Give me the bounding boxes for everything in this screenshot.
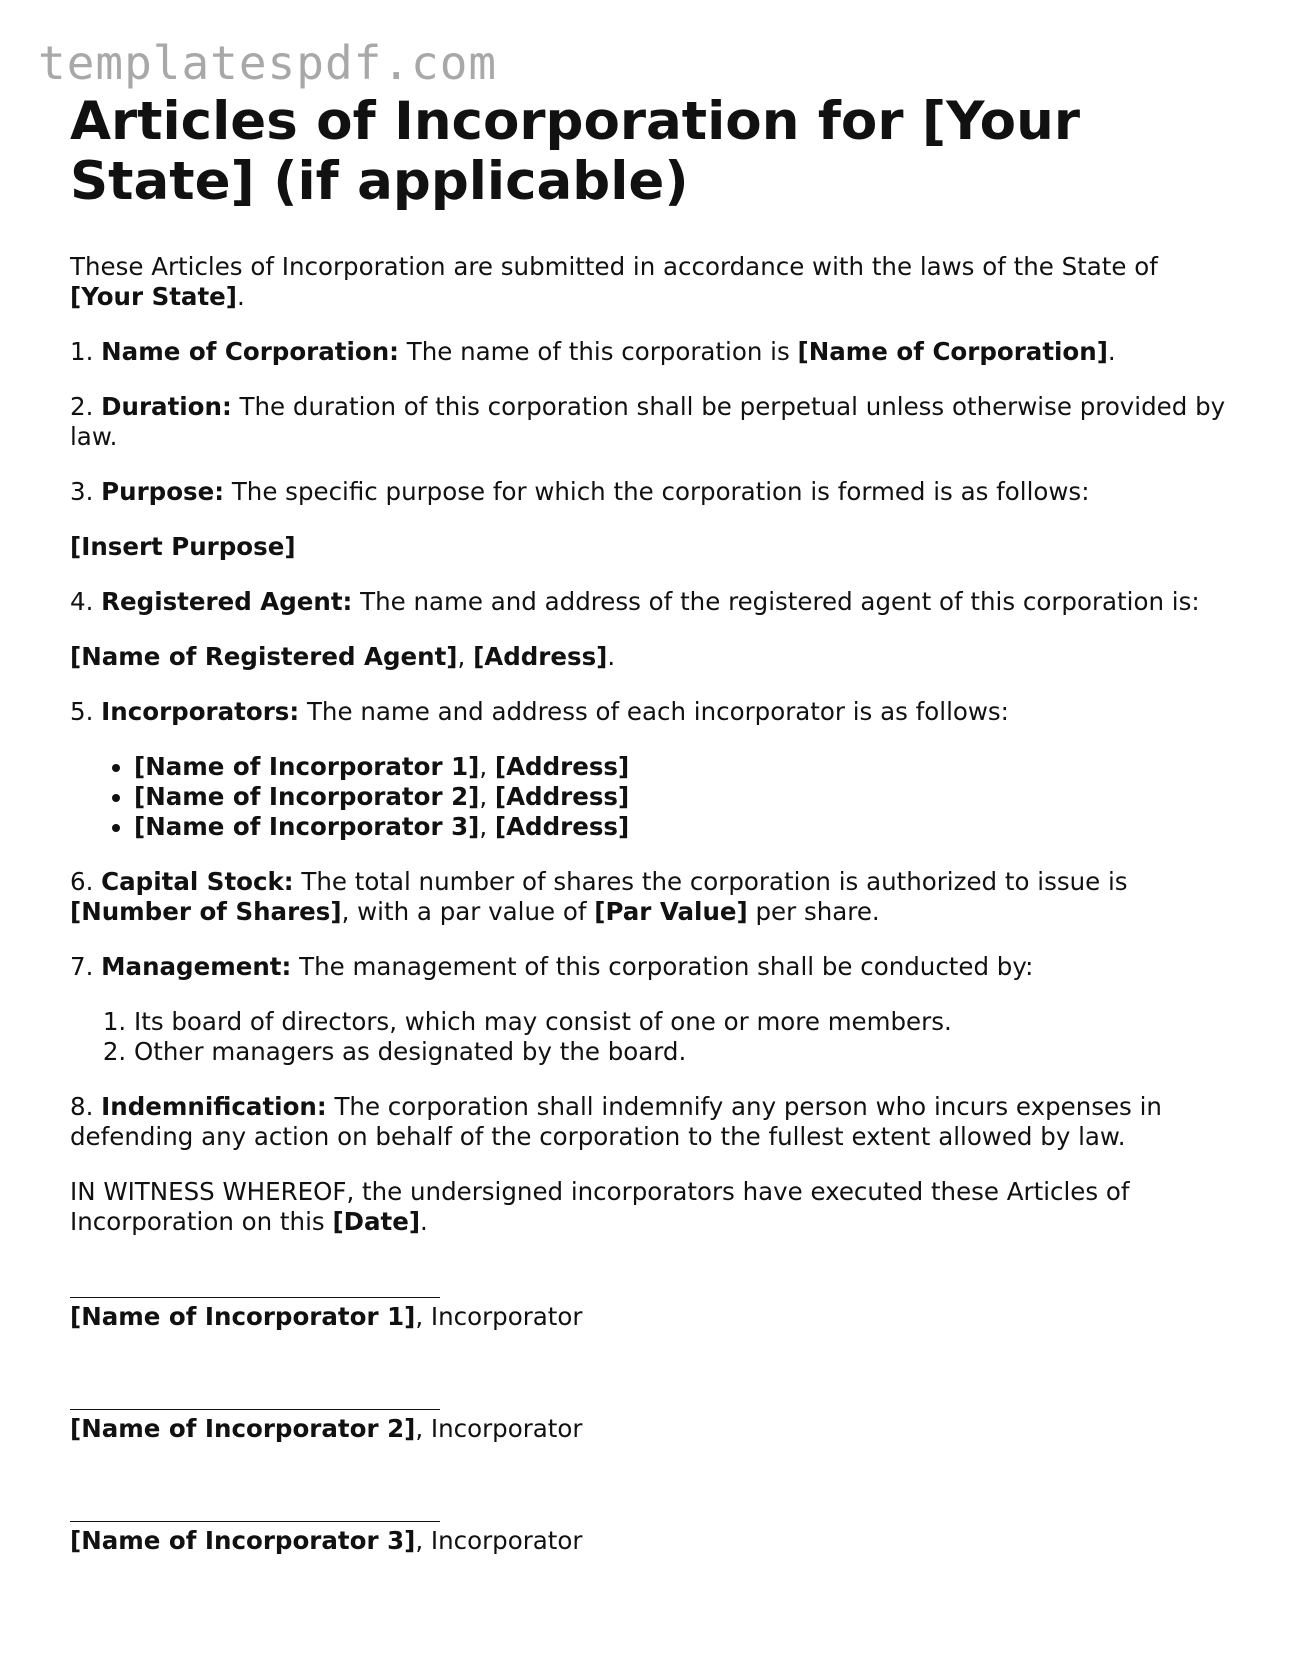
signatory-name: [Name of Incorporator 1]: [70, 1302, 416, 1331]
section-number: 8.: [70, 1092, 102, 1121]
section-text: The specific purpose for which the corporation is formed is as follows:: [224, 477, 1090, 506]
signature-entry: [70, 1275, 1230, 1332]
section-heading: Incorporators:: [101, 697, 300, 726]
incorporator-address: [Address]: [494, 752, 630, 781]
signatory-name: [Name of Incorporator 2]: [70, 1414, 416, 1443]
section-text: The total number of shares the corporation is authorized to issue is: [293, 867, 1128, 896]
signature-entry: [70, 1387, 1230, 1444]
signature-entry: [70, 1499, 1230, 1556]
section-text: The duration of this corporation shall be perpetual unless otherwise provided by law.: [70, 392, 1226, 451]
section-stock: [70, 867, 1230, 927]
section-duration: [70, 392, 1230, 452]
section-text: The name and address of each incorporator is as follows:: [299, 697, 1009, 726]
witness-end: .: [420, 1207, 428, 1236]
purpose-placeholder: [Insert Purpose]: [70, 532, 296, 561]
section-agent: [70, 587, 1230, 617]
separator: ,: [479, 812, 495, 841]
section-number: 1.: [70, 337, 102, 366]
signatory-name: [Name of Incorporator 3]: [70, 1526, 416, 1555]
separator: ,: [479, 752, 495, 781]
section-text: The name and address of the registered agent of this corporation is:: [352, 587, 1200, 616]
signature-block: [70, 1275, 1230, 1556]
list-item: [134, 752, 1230, 782]
section-text: The name of this corporation is: [398, 337, 798, 366]
incorporator-name: [Name of Incorporator 2]: [134, 782, 480, 811]
section-purpose: [70, 477, 1230, 507]
watermark: templatespdf.com: [38, 36, 498, 90]
shares-placeholder: [Number of Shares]: [70, 897, 342, 926]
section-number: 3.: [70, 477, 102, 506]
section-number: 6.: [70, 867, 102, 896]
witness-paragraph: [70, 1177, 1230, 1237]
section-name: [70, 337, 1230, 367]
section-text: The management of this corporation shall be conducted by:: [291, 952, 1034, 981]
agent-address-placeholder: [Address]: [473, 642, 608, 671]
witness-text: IN WITNESS WHEREOF, the undersigned incorporators have executed these Articles of Incorporation on this: [70, 1177, 1130, 1236]
signature-line[interactable]: [70, 1499, 440, 1522]
separator: ,: [479, 782, 495, 811]
list-item: [134, 812, 1230, 842]
section-text: The corporation shall indemnify any person who incurs expenses in defending any action on behalf of the corporation to the fullest extent allowed by law.: [70, 1092, 1162, 1151]
section-number: 2.: [70, 392, 102, 421]
list-item: [134, 782, 1230, 812]
list-item: 2. Other managers as designated by the board.: [134, 1037, 1230, 1067]
intro-state: [Your State]: [70, 282, 237, 311]
document-body: [70, 92, 1230, 1611]
section-text: , with a par value of: [341, 897, 595, 926]
section-end: .: [1107, 337, 1116, 366]
par-value-placeholder: [Par Value]: [594, 897, 748, 926]
signatory-role: , Incorporator: [415, 1302, 583, 1331]
section-heading: Name of Corporation:: [101, 337, 399, 366]
management-list: [70, 1007, 1230, 1067]
separator: ,: [457, 642, 474, 671]
section-incorporators: [70, 697, 1230, 727]
signature-line[interactable]: [70, 1387, 440, 1410]
agent-end: .: [607, 642, 616, 671]
section-indemnification: [70, 1092, 1230, 1152]
section-heading: Capital Stock:: [101, 867, 294, 896]
intro-text: These Articles of Incorporation are submitted in accordance with the laws of the State of: [70, 252, 1158, 281]
agent-name-placeholder: [Name of Registered Agent]: [70, 642, 458, 671]
agent-details: [70, 642, 1230, 672]
incorporator-name: [Name of Incorporator 1]: [134, 752, 480, 781]
incorporator-name: [Name of Incorporator 3]: [134, 812, 480, 841]
date-placeholder: [Date]: [332, 1207, 421, 1236]
section-heading: Indemnification:: [101, 1092, 327, 1121]
corporation-name-placeholder: [Name of Corporation]: [797, 337, 1108, 366]
section-management: [70, 952, 1230, 982]
signatory-role: , Incorporator: [415, 1414, 583, 1443]
intro-paragraph: [70, 252, 1230, 312]
incorporator-address: [Address]: [494, 812, 630, 841]
section-number: 7.: [70, 952, 102, 981]
section-heading: Duration:: [101, 392, 232, 421]
list-item: 1. Its board of directors, which may consist of one or more members.: [134, 1007, 1230, 1037]
section-end: per share.: [747, 897, 880, 926]
section-heading: Management:: [101, 952, 292, 981]
purpose-placeholder-paragraph: [70, 532, 1230, 562]
section-heading: Registered Agent:: [101, 587, 353, 616]
incorporators-list: [70, 752, 1230, 842]
incorporator-address: [Address]: [494, 782, 630, 811]
section-heading: Purpose:: [101, 477, 225, 506]
intro-end: .: [237, 282, 245, 311]
section-number: 4.: [70, 587, 102, 616]
signatory-role: , Incorporator: [415, 1526, 583, 1555]
signature-line[interactable]: [70, 1275, 440, 1298]
document-title: Articles of Incorporation for [Your State] (if applicable): [70, 91, 1080, 212]
section-number: 5.: [70, 697, 102, 726]
